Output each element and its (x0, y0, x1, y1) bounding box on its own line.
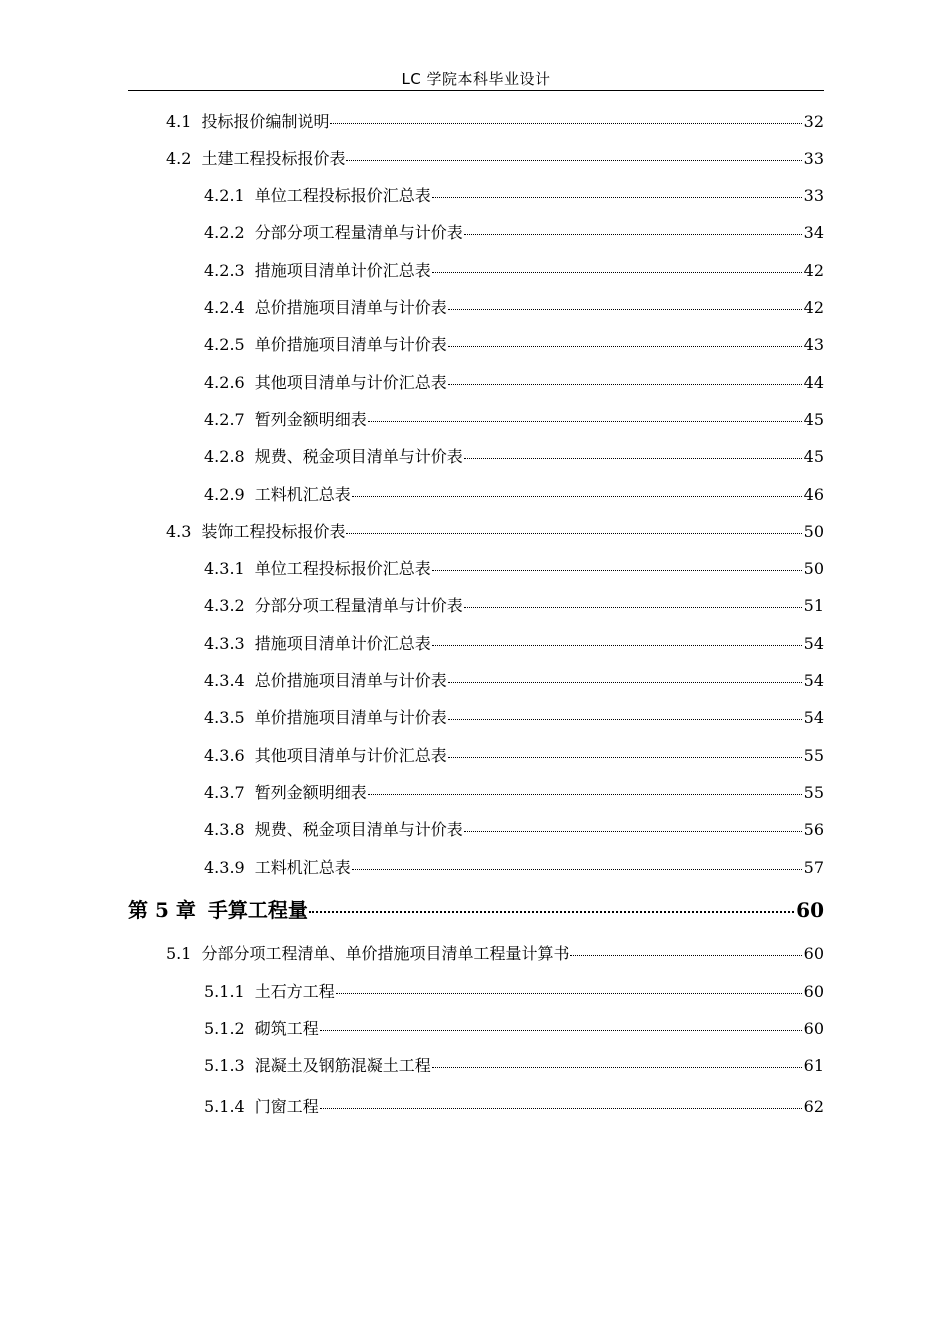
toc-entry-page: 33 (803, 149, 824, 168)
toc-entry[interactable] (204, 261, 824, 281)
toc-entry[interactable] (204, 708, 824, 728)
dot-leader (432, 645, 802, 646)
toc-entry[interactable] (204, 410, 824, 430)
toc-entry-title: 单位工程投标报价汇总表 (254, 559, 431, 578)
dot-leader (330, 123, 801, 124)
toc-entry-title: 规费、税金项目清单与计价表 (254, 447, 463, 466)
toc-entry-title: 措施项目清单计价汇总表 (254, 634, 431, 653)
dot-leader (368, 794, 802, 795)
dot-leader (352, 496, 802, 497)
toc-entry[interactable] (204, 559, 824, 579)
toc-entry-title: 措施项目清单计价汇总表 (254, 261, 431, 280)
toc-entry-page: 60 (803, 1019, 824, 1038)
toc-entry-number: 5.1.1 (204, 982, 245, 1001)
toc-entry-title: 单价措施项目清单与计价表 (254, 335, 447, 354)
toc-entry-number: 4.3.6 (204, 746, 245, 765)
dot-leader (309, 911, 794, 913)
toc-entry-page: 55 (803, 783, 824, 802)
toc-entry-title: 其他项目清单与计价汇总表 (254, 373, 447, 392)
toc-entry[interactable] (204, 1019, 824, 1039)
toc-entry-number: 第 5 章 (128, 898, 196, 922)
dot-leader (448, 346, 802, 347)
toc-entry[interactable] (204, 1097, 824, 1117)
toc-entry[interactable] (204, 447, 824, 467)
toc-entry-title: 手算工程量 (207, 898, 308, 922)
toc-entry-number: 4.3.5 (204, 708, 245, 727)
toc-entry-title: 单位工程投标报价汇总表 (254, 186, 431, 205)
toc-entry-title: 投标报价编制说明 (201, 112, 330, 131)
toc-entry-title: 暂列金额明细表 (254, 783, 367, 802)
toc-entry-title: 装饰工程投标报价表 (201, 522, 346, 541)
toc-entry-page: 57 (803, 858, 824, 877)
page-header: LC 学院本科毕业设计 (401, 70, 551, 88)
toc-entry[interactable] (204, 485, 824, 505)
toc-entry[interactable] (204, 982, 824, 1002)
dot-leader (432, 1067, 802, 1068)
toc-entry-page: 46 (803, 485, 824, 504)
dot-leader (464, 458, 802, 459)
dot-leader (448, 757, 802, 758)
toc-entry-page: 60 (796, 898, 824, 922)
toc-entry-title: 门窗工程 (254, 1097, 319, 1116)
dot-leader (352, 869, 802, 870)
toc-entry-title: 混凝土及钢筋混凝土工程 (254, 1056, 431, 1075)
toc-entry-number: 5.1 (166, 944, 192, 963)
toc-entry-title: 其他项目清单与计价汇总表 (254, 746, 447, 765)
toc-entry-number: 4.2.4 (204, 298, 245, 317)
dot-leader (448, 719, 802, 720)
toc-entry-page: 60 (803, 982, 824, 1001)
toc-entry-page: 61 (803, 1056, 824, 1075)
toc-entry-number: 4.3.9 (204, 858, 245, 877)
toc-entry-title: 暂列金额明细表 (254, 410, 367, 429)
toc-entry-number: 4.2 (166, 149, 192, 168)
toc-entry-title: 工料机汇总表 (254, 858, 351, 877)
dot-leader (346, 533, 801, 534)
toc-entry[interactable] (204, 298, 824, 318)
toc-entry-number: 4.2.1 (204, 186, 245, 205)
dot-leader (448, 682, 802, 683)
toc-entry-title: 分部分项工程量清单与计价表 (254, 596, 463, 615)
toc-entry-page: 50 (803, 559, 824, 578)
dot-leader (346, 160, 801, 161)
toc-entry[interactable] (166, 149, 824, 169)
dot-leader (464, 607, 802, 608)
toc-entry-page: 45 (803, 447, 824, 466)
toc-entry-page: 33 (803, 186, 824, 205)
toc-entry-number: 4.1 (166, 112, 192, 131)
dot-leader (432, 272, 802, 273)
toc-entry-title: 总价措施项目清单与计价表 (254, 298, 447, 317)
toc-entry-number: 4.2.5 (204, 335, 245, 354)
toc-entry-page: 32 (803, 112, 824, 131)
toc-entry-number: 4.2.6 (204, 373, 245, 392)
toc-entry-number: 5.1.4 (204, 1097, 245, 1116)
toc-entry-page: 42 (803, 298, 824, 317)
toc-entry-page: 60 (803, 944, 824, 963)
toc-entry-page: 55 (803, 746, 824, 765)
toc-entry[interactable] (204, 820, 824, 840)
toc-entry[interactable] (204, 671, 824, 691)
toc-entry-page: 45 (803, 410, 824, 429)
toc-entry-title: 工料机汇总表 (254, 485, 351, 504)
toc-entry-number: 4.3.7 (204, 783, 245, 802)
toc-entry-title: 规费、税金项目清单与计价表 (254, 820, 463, 839)
dot-leader (570, 955, 801, 956)
toc-entry[interactable] (204, 373, 824, 393)
toc-entry-title: 土建工程投标报价表 (201, 149, 346, 168)
toc-chapter-entry[interactable] (128, 898, 824, 922)
toc-entry[interactable] (166, 944, 824, 964)
toc-entry-page: 43 (803, 335, 824, 354)
toc-entry-page: 34 (803, 223, 824, 242)
toc-entry-number: 4.2.3 (204, 261, 245, 280)
toc-entry-page: 56 (803, 820, 824, 839)
toc-entry-page: 51 (803, 596, 824, 615)
toc-entry[interactable] (166, 522, 824, 542)
dot-leader (432, 197, 802, 198)
header-rule (128, 90, 824, 91)
toc-entry-number: 5.1.2 (204, 1019, 245, 1038)
toc-entry-number: 4.3.4 (204, 671, 245, 690)
dot-leader (336, 993, 802, 994)
toc-entry-number: 4.2.9 (204, 485, 245, 504)
toc-entry-number: 4.3.3 (204, 634, 245, 653)
toc-entry-number: 4.2.8 (204, 447, 245, 466)
toc-entry-page: 62 (803, 1097, 824, 1116)
toc-entry[interactable] (204, 783, 824, 803)
toc-entry-number: 4.2.2 (204, 223, 245, 242)
toc-entry-page: 50 (803, 522, 824, 541)
toc-entry[interactable] (204, 223, 824, 243)
toc-entry-number: 4.3.2 (204, 596, 245, 615)
dot-leader (448, 309, 802, 310)
dot-leader (464, 831, 802, 832)
toc-entry-title: 分部分项工程量清单与计价表 (254, 223, 463, 242)
toc-entry-page: 54 (803, 671, 824, 690)
toc-entry-title: 单价措施项目清单与计价表 (254, 708, 447, 727)
dot-leader (368, 421, 802, 422)
toc-entry-title: 砌筑工程 (254, 1019, 319, 1038)
toc-entry[interactable] (204, 634, 824, 654)
toc-entry-number: 4.3.1 (204, 559, 245, 578)
toc-entry[interactable] (204, 186, 824, 206)
toc-entry-page: 44 (803, 373, 824, 392)
toc-entry-title: 总价措施项目清单与计价表 (254, 671, 447, 690)
toc-entry-number: 5.1.3 (204, 1056, 245, 1075)
dot-leader (432, 570, 802, 571)
toc-entry-title: 土石方工程 (254, 982, 335, 1001)
toc-entry[interactable] (204, 858, 824, 878)
toc-entry[interactable] (204, 596, 824, 616)
toc-entry-page: 42 (803, 261, 824, 280)
toc-entry[interactable] (204, 1056, 824, 1076)
dot-leader (320, 1108, 802, 1109)
toc-entry-title: 分部分项工程清单、单价措施项目清单工程量计算书 (201, 944, 570, 963)
toc-entry-number: 4.3.8 (204, 820, 245, 839)
toc-entry-number: 4.2.7 (204, 410, 245, 429)
toc-entry-page: 54 (803, 708, 824, 727)
toc-entry[interactable] (204, 335, 824, 355)
toc-entry[interactable] (204, 746, 824, 766)
dot-leader (320, 1030, 802, 1031)
toc-entry-page: 54 (803, 634, 824, 653)
toc-entry-number: 4.3 (166, 522, 192, 541)
toc-entry[interactable] (166, 112, 824, 132)
dot-leader (448, 384, 802, 385)
dot-leader (464, 234, 802, 235)
